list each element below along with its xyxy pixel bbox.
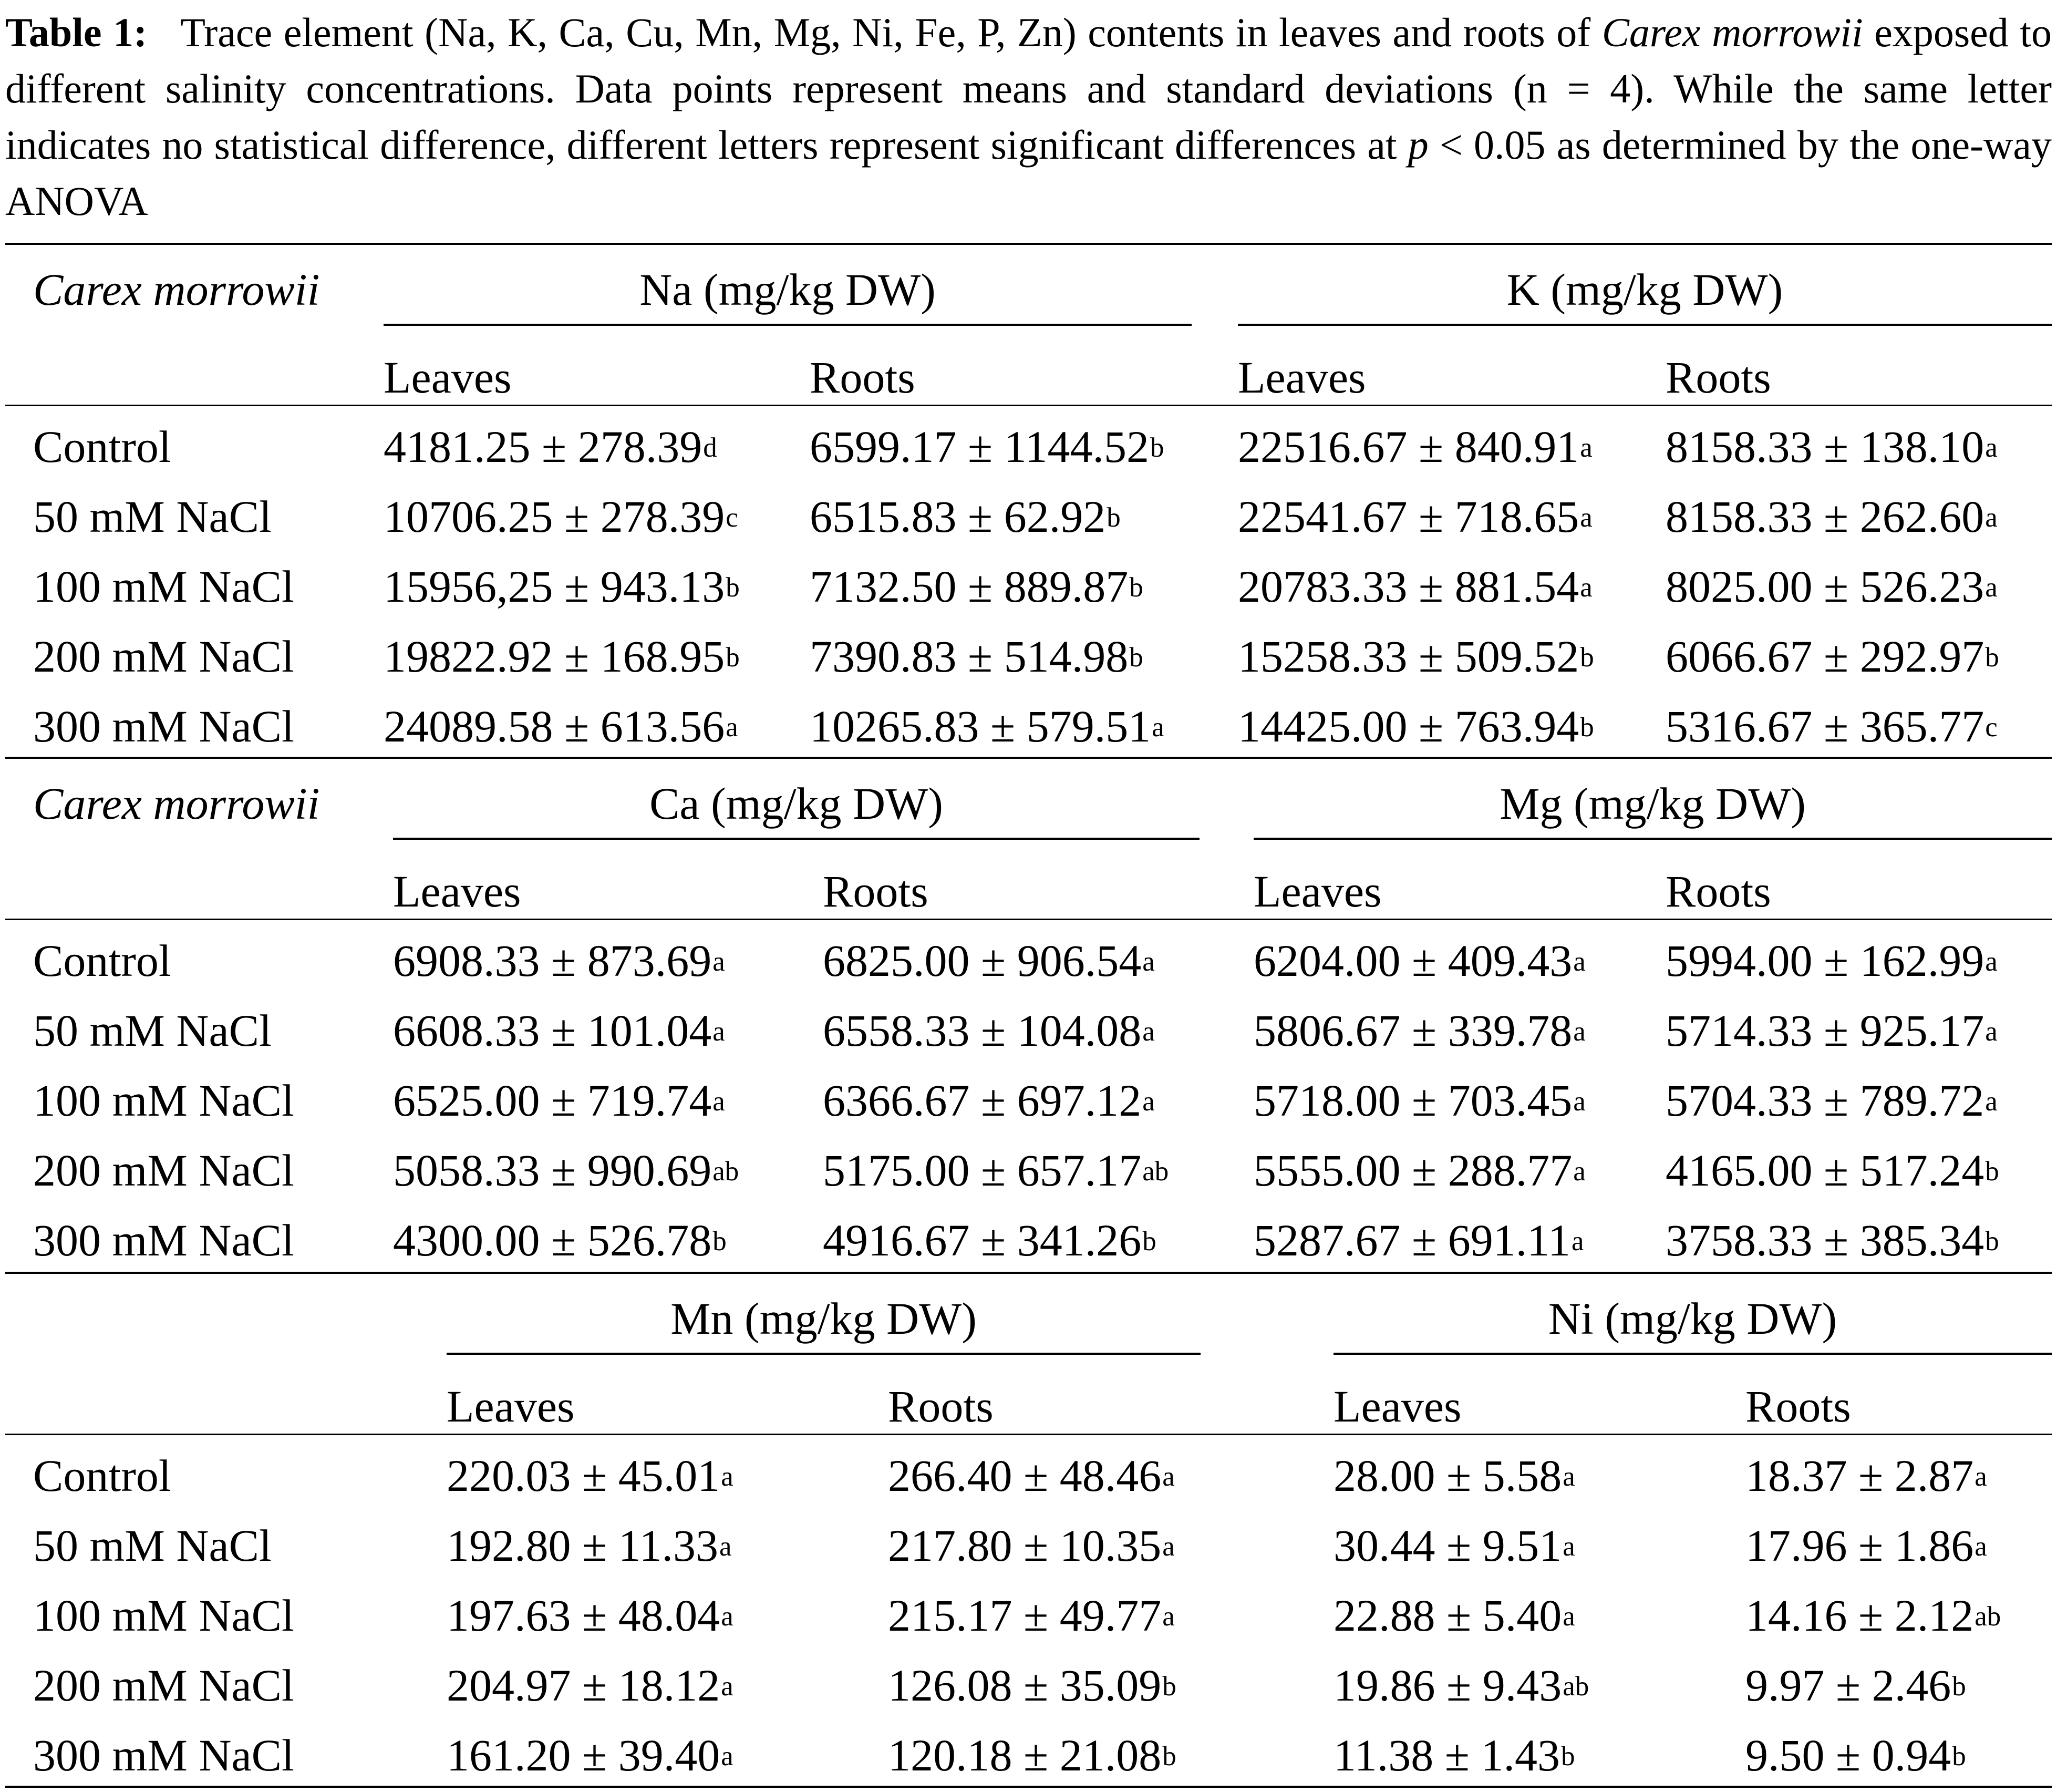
cell-value: 10265.83 ± 579.51 — [810, 701, 1151, 751]
table-rule-bottom — [5, 1786, 2052, 1788]
table-cell — [888, 1729, 1176, 1781]
cell-value: 6608.33 ± 101.04 — [393, 1005, 712, 1056]
column-header: Leaves — [384, 352, 512, 403]
caption-text-1: Trace element (Na, K, Ca, Cu, Mn, Mg, Ni, Fe, P, Zn) contents in leaves and roots of — [180, 9, 1591, 55]
table-cell — [1666, 1004, 1998, 1057]
cell-value: 161.20 ± 39.40 — [447, 1730, 720, 1780]
table-cell — [447, 1659, 733, 1712]
table-cell — [810, 420, 1164, 473]
cell-value: 15956,25 ± 943.13 — [384, 561, 725, 612]
group-underline — [1334, 1353, 2052, 1355]
cell-value: 204.97 ± 18.12 — [447, 1660, 720, 1711]
significance-letter: b — [1561, 1741, 1575, 1772]
cell-value: 19822.92 ± 168.95 — [384, 631, 725, 682]
table-cell — [1745, 1729, 1966, 1781]
cell-value: 6204.00 ± 409.43 — [1254, 935, 1573, 986]
column-header: Leaves — [393, 866, 521, 916]
significance-letter: a — [712, 946, 725, 977]
cell-value: 18.37 ± 2.87 — [1745, 1450, 1974, 1501]
caption-p-symbol: p — [1408, 122, 1429, 168]
cell-value: 20783.33 ± 881.54 — [1238, 561, 1579, 612]
cell-value: 22516.67 ± 840.91 — [1238, 421, 1579, 472]
group-header: K (mg/kg DW) — [1506, 264, 1783, 315]
header-rule — [5, 1434, 2052, 1435]
significance-letter: a — [1580, 502, 1593, 533]
table-rule-top — [5, 757, 2052, 759]
cell-value: 6515.83 ± 62.92 — [810, 491, 1106, 542]
table-cell — [384, 630, 740, 683]
cell-value: 22541.67 ± 718.65 — [1238, 491, 1579, 542]
column-header: Leaves — [447, 1381, 575, 1431]
significance-letter: c — [726, 502, 738, 533]
table-cell — [810, 560, 1143, 613]
row-label: Control — [33, 935, 171, 986]
significance-letter: b — [1129, 572, 1143, 603]
cell-value: 7390.83 ± 514.98 — [810, 631, 1129, 682]
cell-value: 14.16 ± 2.12 — [1745, 1590, 1974, 1641]
row-label: 100 mM NaCl — [33, 1590, 294, 1641]
table-cell — [1334, 1449, 1575, 1502]
table-cell — [1666, 1074, 1998, 1127]
table-cell — [384, 490, 738, 543]
row-label: Control — [33, 421, 171, 472]
cell-value: 5555.00 ± 288.77 — [1254, 1145, 1573, 1196]
cell-value: 4165.00 ± 517.24 — [1666, 1145, 1984, 1196]
cell-value: 215.17 ± 49.77 — [888, 1590, 1162, 1641]
cell-value: 120.18 ± 21.08 — [888, 1730, 1162, 1780]
row-label: 200 mM NaCl — [33, 631, 294, 682]
significance-letter: b — [1162, 1741, 1176, 1772]
significance-letter: a — [1142, 946, 1155, 977]
group-header: Ca (mg/kg DW) — [649, 778, 943, 829]
cell-value: 15258.33 ± 509.52 — [1238, 631, 1579, 682]
table-cell — [393, 1004, 725, 1057]
significance-letter: b — [726, 572, 740, 603]
table-cell — [1334, 1589, 1575, 1642]
group-header: Mg (mg/kg DW) — [1500, 778, 1806, 829]
significance-letter: a — [721, 1671, 733, 1702]
table-cell — [823, 934, 1155, 987]
significance-letter: a — [1563, 1531, 1575, 1562]
table-cell — [1254, 1004, 1586, 1057]
cell-value: 6825.00 ± 906.54 — [823, 935, 1142, 986]
table-cell — [810, 490, 1121, 543]
significance-letter: c — [1985, 712, 1998, 743]
significance-letter: a — [1573, 1086, 1586, 1117]
significance-letter: a — [1573, 946, 1586, 977]
column-header: Leaves — [1238, 352, 1366, 403]
column-header: Leaves — [1334, 1381, 1462, 1431]
cell-value: 5287.67 ± 691.11 — [1254, 1215, 1571, 1265]
cell-value: 266.40 ± 48.46 — [888, 1450, 1162, 1501]
table-cell — [1238, 560, 1593, 613]
row-label: 200 mM NaCl — [33, 1660, 294, 1711]
cell-value: 8158.33 ± 262.60 — [1666, 491, 1984, 542]
cell-value: 197.63 ± 48.04 — [447, 1590, 720, 1641]
cell-value: 220.03 ± 45.01 — [447, 1450, 720, 1501]
table-cell — [1666, 934, 1998, 987]
cell-value: 4916.67 ± 341.26 — [823, 1215, 1142, 1265]
cell-value: 5718.00 ± 703.45 — [1254, 1075, 1573, 1126]
table-cell — [1238, 420, 1593, 473]
significance-letter: ab — [712, 1156, 739, 1187]
significance-letter: a — [1563, 1601, 1575, 1632]
stub-header: Carex morrowii — [33, 778, 320, 829]
significance-letter: b — [1580, 712, 1594, 743]
cell-value: 4181.25 ± 278.39 — [384, 421, 702, 472]
table-cell — [447, 1519, 732, 1572]
significance-letter: a — [721, 1461, 733, 1492]
significance-letter: a — [721, 1601, 733, 1632]
table-cell — [823, 1214, 1156, 1266]
caption-label: Table 1: — [5, 9, 148, 55]
row-label: 50 mM NaCl — [33, 491, 272, 542]
table-rule-top — [5, 243, 2052, 245]
column-header: Roots — [810, 352, 915, 403]
cell-value: 6366.67 ± 697.12 — [823, 1075, 1142, 1126]
significance-letter: b — [1580, 642, 1594, 673]
table-cell — [1745, 1449, 1987, 1502]
significance-letter: a — [1985, 946, 1998, 977]
significance-letter: a — [721, 1741, 733, 1772]
table-cell — [810, 630, 1143, 683]
table-cell — [384, 700, 738, 753]
table-cell — [1254, 934, 1586, 987]
stub-header: Carex morrowii — [33, 264, 320, 315]
table-cell — [823, 1144, 1169, 1197]
significance-letter: b — [1142, 1226, 1156, 1257]
significance-letter: a — [1563, 1461, 1575, 1492]
significance-letter: b — [1107, 502, 1121, 533]
significance-letter: a — [1572, 1226, 1584, 1257]
table-cell — [393, 1144, 739, 1197]
table-cell — [1238, 700, 1594, 753]
significance-letter: a — [719, 1531, 732, 1562]
table-cell — [1666, 490, 1998, 543]
table-cell — [447, 1729, 733, 1781]
significance-letter: a — [1985, 1016, 1998, 1047]
cell-value: 9.97 ± 2.46 — [1745, 1660, 1951, 1711]
significance-letter: a — [1573, 1016, 1586, 1047]
table-cell — [1334, 1519, 1575, 1572]
cell-value: 24089.58 ± 613.56 — [384, 701, 725, 751]
cell-value: 5175.00 ± 657.17 — [823, 1145, 1142, 1196]
caption-text-2: exposed to different salinity concentrations. Data points represent means and standard deviations (n = 4). While the same letter indicates no statistical difference, different letters represent significant differences at — [5, 9, 2052, 168]
table-cell — [810, 700, 1164, 753]
cell-value: 14425.00 ± 763.94 — [1238, 701, 1579, 751]
table-cell — [1666, 700, 1998, 753]
cell-value: 5058.33 ± 990.69 — [393, 1145, 712, 1196]
cell-value: 5994.00 ± 162.99 — [1666, 935, 1984, 986]
cell-value: 6908.33 ± 873.69 — [393, 935, 712, 986]
group-underline — [1238, 324, 2052, 326]
table-cell — [888, 1519, 1175, 1572]
group-underline — [1254, 838, 2052, 840]
significance-letter: a — [1580, 572, 1593, 603]
cell-value: 28.00 ± 5.58 — [1334, 1450, 1562, 1501]
column-header: Roots — [1666, 352, 1771, 403]
cell-value: 3758.33 ± 385.34 — [1666, 1215, 1984, 1265]
table-cell — [447, 1449, 733, 1502]
significance-letter: ab — [1563, 1671, 1589, 1702]
cell-value: 22.88 ± 5.40 — [1334, 1590, 1562, 1641]
table-cell — [1666, 1144, 1999, 1197]
significance-letter: a — [1580, 432, 1593, 463]
significance-letter: a — [1162, 1531, 1175, 1562]
group-underline — [393, 838, 1200, 840]
row-label: 300 mM NaCl — [33, 1215, 294, 1265]
table-cell — [823, 1074, 1155, 1127]
significance-letter: a — [1162, 1601, 1175, 1632]
cell-value: 5704.33 ± 789.72 — [1666, 1075, 1984, 1126]
significance-letter: b — [712, 1226, 727, 1257]
group-header: Mn (mg/kg DW) — [670, 1293, 977, 1344]
group-underline — [447, 1353, 1201, 1355]
cell-value: 10706.25 ± 278.39 — [384, 491, 725, 542]
significance-letter: a — [1985, 1086, 1998, 1117]
header-rule — [5, 919, 2052, 920]
significance-letter: a — [1975, 1461, 1987, 1492]
row-label: 50 mM NaCl — [33, 1520, 272, 1571]
table-cell — [1254, 1144, 1586, 1197]
cell-value: 6558.33 ± 104.08 — [823, 1005, 1142, 1056]
row-label: 50 mM NaCl — [33, 1005, 272, 1056]
significance-letter: b — [1985, 1156, 1999, 1187]
table-cell — [888, 1659, 1176, 1712]
cell-value: 192.80 ± 11.33 — [447, 1520, 719, 1571]
significance-letter: b — [726, 642, 740, 673]
group-underline — [384, 324, 1192, 326]
cell-value: 19.86 ± 9.43 — [1334, 1660, 1562, 1711]
column-header: Leaves — [1254, 866, 1382, 916]
column-header: Roots — [1745, 1381, 1851, 1431]
significance-letter: a — [712, 1086, 725, 1117]
cell-value: 217.80 ± 10.35 — [888, 1520, 1162, 1571]
significance-letter: b — [1150, 432, 1164, 463]
cell-value: 30.44 ± 9.51 — [1334, 1520, 1562, 1571]
significance-letter: a — [1573, 1156, 1586, 1187]
row-label: 100 mM NaCl — [33, 561, 294, 612]
table-cell — [1745, 1659, 1966, 1712]
significance-letter: a — [1985, 572, 1998, 603]
table-cell — [447, 1589, 733, 1642]
significance-letter: a — [1985, 502, 1998, 533]
table-cell — [1745, 1589, 2001, 1642]
significance-letter: a — [1985, 432, 1998, 463]
significance-letter: a — [1142, 1086, 1155, 1117]
significance-letter: ab — [1975, 1601, 2001, 1632]
significance-letter: b — [1985, 642, 1999, 673]
group-header: Na (mg/kg DW) — [639, 264, 936, 315]
cell-value: 6066.67 ± 292.97 — [1666, 631, 1984, 682]
cell-value: 5316.67 ± 365.77 — [1666, 701, 1984, 751]
cell-value: 4300.00 ± 526.78 — [393, 1215, 712, 1265]
caption-species: Carex morrowii — [1601, 9, 1863, 55]
table-cell — [1666, 420, 1998, 473]
row-label: 100 mM NaCl — [33, 1075, 294, 1126]
significance-letter: b — [1952, 1741, 1966, 1772]
significance-letter: a — [726, 712, 738, 743]
header-rule — [5, 405, 2052, 406]
table-cell — [888, 1589, 1175, 1642]
table-cell — [1666, 560, 1998, 613]
table-cell — [1666, 630, 1999, 683]
cell-value: 17.96 ± 1.86 — [1745, 1520, 1974, 1571]
cell-value: 6599.17 ± 1144.52 — [810, 421, 1150, 472]
row-label: 300 mM NaCl — [33, 701, 294, 751]
cell-value: 6525.00 ± 719.74 — [393, 1075, 712, 1126]
cell-value: 7132.50 ± 889.87 — [810, 561, 1129, 612]
group-header: Ni (mg/kg DW) — [1548, 1293, 1837, 1344]
significance-letter: b — [1985, 1226, 1999, 1257]
significance-letter: a — [1975, 1531, 1987, 1562]
table-cell — [393, 1214, 727, 1266]
cell-value: 8025.00 ± 526.23 — [1666, 561, 1984, 612]
significance-letter: a — [712, 1016, 725, 1047]
significance-letter: a — [1162, 1461, 1175, 1492]
cell-value: 11.38 ± 1.43 — [1334, 1730, 1560, 1780]
table-cell — [1238, 630, 1594, 683]
significance-letter: d — [703, 432, 717, 463]
table-cell — [1745, 1519, 1987, 1572]
table-caption — [5, 4, 2052, 229]
significance-letter: a — [1142, 1016, 1155, 1047]
table-cell — [1254, 1074, 1586, 1127]
significance-letter: b — [1162, 1671, 1176, 1702]
column-header: Roots — [888, 1381, 994, 1431]
table-cell — [1334, 1659, 1589, 1712]
cell-value: 9.50 ± 0.94 — [1745, 1730, 1951, 1780]
cell-value: 8158.33 ± 138.10 — [1666, 421, 1984, 472]
column-header: Roots — [1666, 866, 1771, 916]
table-cell — [823, 1004, 1155, 1057]
table-rule-top — [5, 1272, 2052, 1274]
caption-text-3: < 0.05 as determined by the one-way ANOVA — [5, 122, 2052, 224]
table-cell — [1238, 490, 1593, 543]
table-cell — [393, 934, 725, 987]
row-label: Control — [33, 1450, 171, 1501]
table-cell — [384, 560, 740, 613]
cell-value: 5714.33 ± 925.17 — [1666, 1005, 1984, 1056]
row-label: 200 mM NaCl — [33, 1145, 294, 1196]
table-cell — [1254, 1214, 1584, 1266]
significance-letter: b — [1952, 1671, 1966, 1702]
row-label: 300 mM NaCl — [33, 1730, 294, 1780]
cell-value: 126.08 ± 35.09 — [888, 1660, 1162, 1711]
table-cell — [384, 420, 717, 473]
column-header: Roots — [823, 866, 928, 916]
table-cell — [1666, 1214, 1999, 1266]
table-cell — [888, 1449, 1175, 1502]
table-cell — [393, 1074, 725, 1127]
cell-value: 5806.67 ± 339.78 — [1254, 1005, 1573, 1056]
significance-letter: ab — [1142, 1156, 1169, 1187]
significance-letter: b — [1129, 642, 1143, 673]
table-cell — [1334, 1729, 1575, 1781]
significance-letter: a — [1152, 712, 1164, 743]
